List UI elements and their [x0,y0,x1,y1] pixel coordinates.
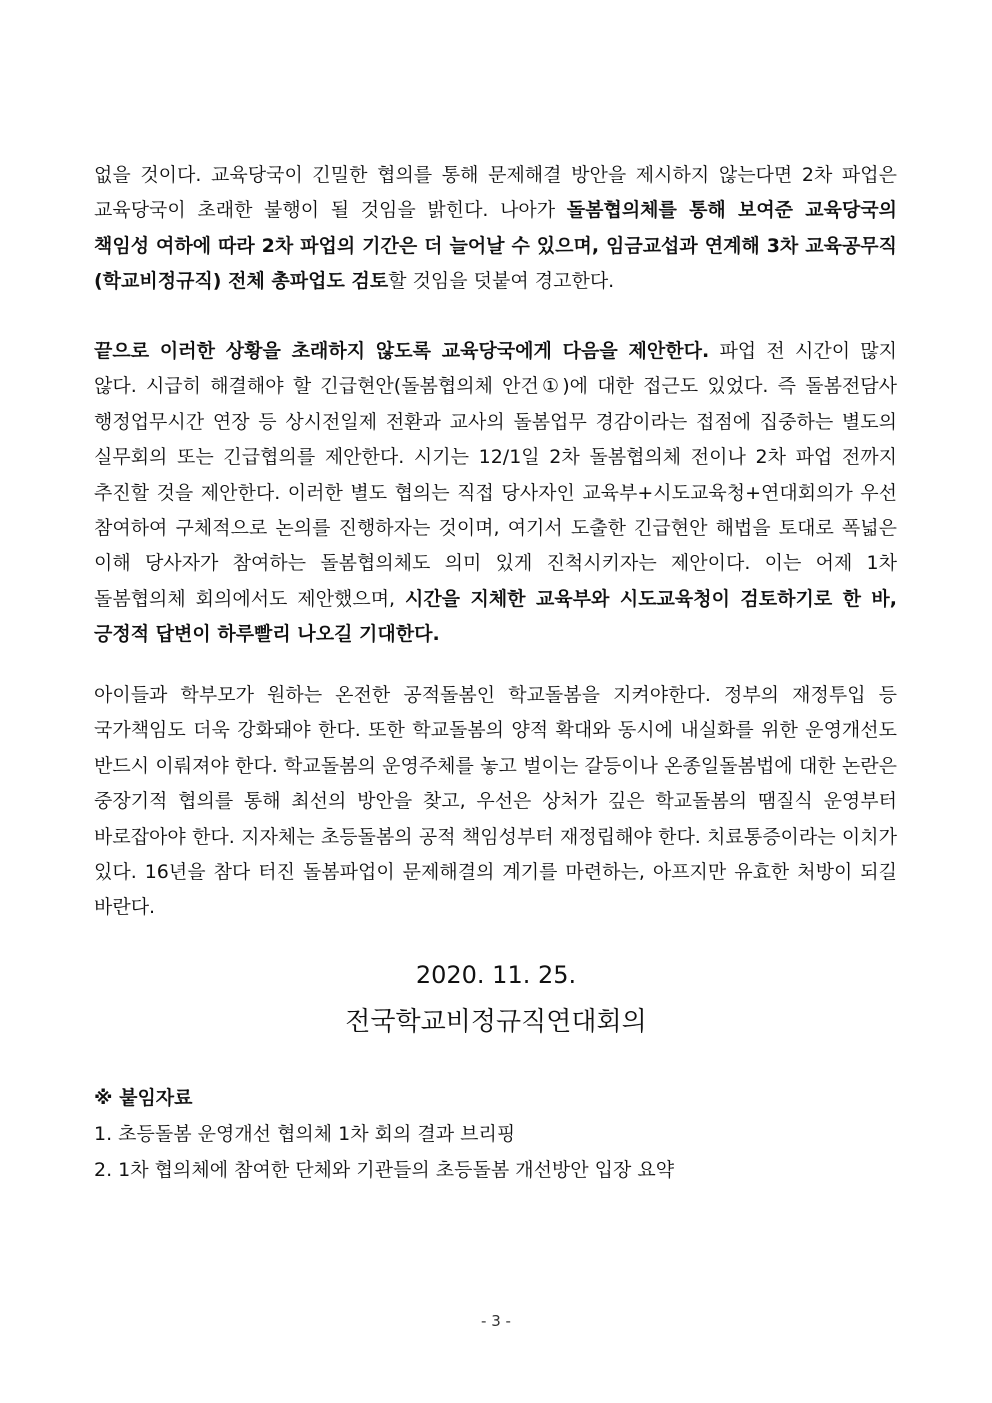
bold-text-segment: 시간을 지체한 교육부와 시도교육청이 검토하기로 한 바, 긍정적 답변이 하루빨리 나오길 기대한다. [94,587,897,646]
attachments-heading: ※ 붙임자료 [94,1087,193,1109]
organization-name: 전국학교비정규직연대회의 [345,1007,647,1037]
attachments-list [94,1080,897,1188]
paragraph-strike-warning [94,158,897,300]
text-segment: 할 것임을 덧붙여 경고한다. [388,270,615,293]
document-date: 2020. 11. 25. [415,961,577,989]
attachment-item: 1. 초등돌봄 운영개선 협의체 1차 회의 결과 브리핑 [94,1123,516,1145]
bold-text-segment: 끝으로 이러한 상황을 초래하지 않도록 교육당국에게 다음을 제안한다. [94,340,710,362]
paragraph-closing [94,678,897,926]
text-segment: 아이들과 학부모가 원하는 온전한 공적돌봄인 학교돌봄을 지켜야한다. 정부의 재정투입 등 국가책임도 더욱 강화돼야 한다. 또한 학교돌봄의 양적 확대와 동시에 내실화를 위한 운영개선도 반드시 이뤄져야 한다. 학교돌봄의 운영주체를 놓고 벌이는 갈등이나 온종일돌봄법에 대한 논란은 중장기적 협의를 통해 최선의 방안을 찾고, 우선은 상처가 깊은 학교돌봄의 땜질식 운영부터 바로잡아야 한다. 지자체는 초등돌봄의 공적 책임성부터 재정립해야 한다. 치료통증이라는 이치가 있다. 16년을 참다 터진 돌봄파업이 문제해결의 계기를 마련하는, 아프지만 유효한 처방이 되길 바란다. [94,684,897,919]
bold-text-segment: 돌봄협의체를 통해 보여준 교육당국의 책임성 여하에 따라 2차 파업의 기간은 더 늘어날 수 있으며, 임금교섭과 연계해 3차 교육공무직(학교비정규직) 전체 총파업도 검토 [94,199,897,293]
paragraph-proposal [94,334,897,653]
page-number: - 3 - [481,1312,511,1330]
text-segment: 파업 전 시간이 많지 않다. 시급히 해결해야 할 긴급현안(돌봄협의체 안건①)에 대한 접근도 있었다. 즉 돌봄전담사 행정업무시간 연장 등 상시전일제 전환과 교사의 돌봄업무 경감이라는 접점에 집중하는 별도의 실무회의 또는 긴급협의를 제안한다. 시기는 12/1일 2차 돌봄협의체 전이나 2차 파업 전까지 추진할 것을 제안한다. 이러한 별도 협의는 직접 당사자인 교육부+시도교육청+연대회의가 우선 참여하여 구체적으로 논의를 진행하자는 것이며, 여기서 도출한 긴급현안 해법을 토대로 폭넓은 이해 당사자가 참여하는 돌봄협의체도 의미 있게 진척시키자는 제안이다. 이는 어제 1차 돌봄협의체 회의에서도 제안했으며, [94,340,897,610]
attachment-item: 2. 1차 협의체에 참여한 단체와 기관들의 초등돌봄 개선방안 입장 요약 [94,1159,675,1181]
text-segment: 없을 것이다. 교육당국이 긴밀한 협의를 통해 문제해결 방안을 제시하지 않는다면 2차 파업은 교육당국이 초래한 불행이 될 것임을 밝힌다. 나아가 [94,164,897,222]
